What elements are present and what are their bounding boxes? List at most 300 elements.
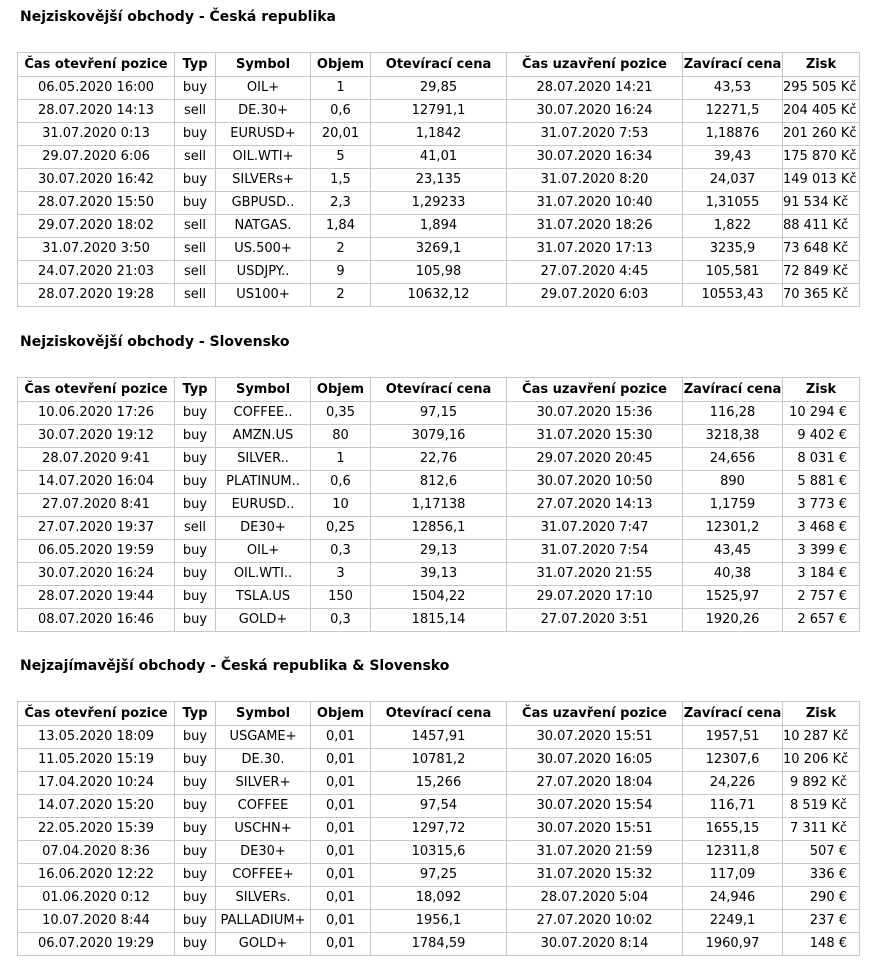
cell-open-price: 3079,16 [371,425,507,448]
table-row [18,261,860,284]
cell-open-time: 28.07.2020 19:44 [18,586,175,609]
cell-type: buy [175,586,216,609]
cell-symbol: USDJPY.. [216,261,311,284]
table-row [18,910,860,933]
cell-close-price: 1,1759 [683,494,783,517]
cell-type: buy [175,795,216,818]
cell-close-price: 1,822 [683,215,783,238]
cell-type: sell [175,284,216,307]
cell-close-time: 31.07.2020 10:40 [507,192,683,215]
cell-volume: 1 [311,448,371,471]
column-header-profit: Zisk [783,378,860,402]
cell-volume: 0,01 [311,887,371,910]
cell-open-time: 10.06.2020 17:26 [18,402,175,425]
cell-type: buy [175,563,216,586]
cell-open-time: 27.07.2020 8:41 [18,494,175,517]
cell-type: buy [175,749,216,772]
cell-close-price: 12311,8 [683,841,783,864]
table-row [18,609,860,632]
cell-open-time: 06.05.2020 19:59 [18,540,175,563]
column-header-symbol: Symbol [216,702,311,726]
cell-open-price: 105,98 [371,261,507,284]
cell-type: buy [175,609,216,632]
cell-symbol: USCHN+ [216,818,311,841]
cell-symbol: SILVER+ [216,772,311,795]
cell-close-time: 31.07.2020 7:47 [507,517,683,540]
cell-open-time: 31.07.2020 0:13 [18,123,175,146]
cell-type: buy [175,933,216,956]
cell-type: buy [175,77,216,100]
cell-close-price: 1960,97 [683,933,783,956]
cell-volume: 0,01 [311,841,371,864]
cell-profit: 290 € [783,887,860,910]
cell-close-time: 30.07.2020 16:34 [507,146,683,169]
cell-close-price: 116,71 [683,795,783,818]
cell-close-price: 1,18876 [683,123,783,146]
cell-open-time: 01.06.2020 0:12 [18,887,175,910]
cell-volume: 150 [311,586,371,609]
cell-symbol: DE30+ [216,517,311,540]
cell-volume: 9 [311,261,371,284]
section-title: Nejzajímavější obchody - Česká republika & Slovensko [20,658,450,674]
cell-close-time: 27.07.2020 18:04 [507,772,683,795]
table-row [18,818,860,841]
cell-open-price: 1504,22 [371,586,507,609]
cell-profit: 9 402 € [783,425,860,448]
cell-symbol: OIL.WTI.. [216,563,311,586]
cell-close-price: 40,38 [683,563,783,586]
cell-volume: 2 [311,284,371,307]
cell-type: buy [175,772,216,795]
cell-symbol: USGAME+ [216,726,311,749]
trades-table [17,377,860,632]
cell-open-price: 29,13 [371,540,507,563]
table-row [18,517,860,540]
cell-open-time: 07.04.2020 8:36 [18,841,175,864]
cell-close-time: 31.07.2020 7:53 [507,123,683,146]
cell-profit: 3 773 € [783,494,860,517]
cell-profit: 2 757 € [783,586,860,609]
cell-profit: 295 505 Kč [783,77,860,100]
cell-type: sell [175,261,216,284]
table-header-row [18,378,860,402]
table-row [18,586,860,609]
cell-profit: 201 260 Kč [783,123,860,146]
cell-open-time: 29.07.2020 18:02 [18,215,175,238]
cell-open-time: 28.07.2020 14:13 [18,100,175,123]
cell-open-price: 1815,14 [371,609,507,632]
cell-close-time: 31.07.2020 7:54 [507,540,683,563]
cell-symbol: AMZN.US [216,425,311,448]
cell-close-price: 117,09 [683,864,783,887]
column-header-type: Typ [175,53,216,77]
cell-type: buy [175,425,216,448]
cell-symbol: COFFEE [216,795,311,818]
cell-symbol: OIL.WTI+ [216,146,311,169]
cell-open-time: 22.05.2020 15:39 [18,818,175,841]
cell-type: buy [175,887,216,910]
cell-type: buy [175,448,216,471]
table-row [18,887,860,910]
table-row [18,169,860,192]
cell-open-price: 1,894 [371,215,507,238]
cell-open-price: 1,1842 [371,123,507,146]
cell-profit: 148 € [783,933,860,956]
table-row [18,772,860,795]
column-header-close-price: Zavírací cena [683,702,783,726]
cell-symbol: OIL+ [216,540,311,563]
cell-open-price: 15,266 [371,772,507,795]
cell-type: buy [175,402,216,425]
cell-open-price: 97,25 [371,864,507,887]
cell-volume: 0,01 [311,726,371,749]
cell-open-price: 3269,1 [371,238,507,261]
cell-volume: 1,84 [311,215,371,238]
cell-type: buy [175,494,216,517]
cell-symbol: COFFEE+ [216,864,311,887]
column-header-open-price: Otevírací cena [371,378,507,402]
cell-profit: 204 405 Kč [783,100,860,123]
cell-open-price: 39,13 [371,563,507,586]
table-row [18,841,860,864]
cell-symbol: NATGAS. [216,215,311,238]
cell-open-time: 27.07.2020 19:37 [18,517,175,540]
cell-profit: 70 365 Kč [783,284,860,307]
cell-symbol: EURUSD+ [216,123,311,146]
cell-volume: 1,5 [311,169,371,192]
column-header-open-time: Čas otevření pozice [18,378,175,402]
column-header-open-price: Otevírací cena [371,53,507,77]
cell-symbol: US100+ [216,284,311,307]
cell-type: buy [175,864,216,887]
cell-volume: 2,3 [311,192,371,215]
cell-close-time: 31.07.2020 21:55 [507,563,683,586]
table-header-row [18,53,860,77]
cell-profit: 336 € [783,864,860,887]
cell-close-price: 1,31055 [683,192,783,215]
table-row [18,192,860,215]
cell-open-time: 30.07.2020 19:12 [18,425,175,448]
cell-symbol: COFFEE.. [216,402,311,425]
column-header-volume: Objem [311,702,371,726]
cell-type: buy [175,540,216,563]
cell-open-price: 10781,2 [371,749,507,772]
cell-close-price: 24,946 [683,887,783,910]
cell-symbol: SILVERs+ [216,169,311,192]
cell-profit: 5 881 € [783,471,860,494]
cell-open-price: 1,17138 [371,494,507,517]
cell-symbol: US.500+ [216,238,311,261]
cell-close-time: 30.07.2020 16:05 [507,749,683,772]
column-header-symbol: Symbol [216,53,311,77]
cell-profit: 237 € [783,910,860,933]
cell-type: buy [175,192,216,215]
cell-profit: 3 399 € [783,540,860,563]
cell-open-time: 06.07.2020 19:29 [18,933,175,956]
cell-open-price: 812,6 [371,471,507,494]
column-header-profit: Zisk [783,53,860,77]
column-header-open-time: Čas otevření pozice [18,702,175,726]
cell-close-time: 27.07.2020 4:45 [507,261,683,284]
cell-close-time: 28.07.2020 14:21 [507,77,683,100]
trades-table [17,52,860,307]
cell-close-time: 31.07.2020 17:13 [507,238,683,261]
cell-close-price: 1957,51 [683,726,783,749]
cell-open-price: 1956,1 [371,910,507,933]
cell-close-time: 30.07.2020 15:51 [507,818,683,841]
cell-open-time: 08.07.2020 16:46 [18,609,175,632]
cell-type: sell [175,100,216,123]
cell-symbol: PALLADIUM+ [216,910,311,933]
cell-close-price: 12307,6 [683,749,783,772]
cell-profit: 91 534 Kč [783,192,860,215]
cell-volume: 20,01 [311,123,371,146]
cell-close-price: 24,037 [683,169,783,192]
table-row [18,795,860,818]
cell-symbol: TSLA.US [216,586,311,609]
cell-close-time: 31.07.2020 21:59 [507,841,683,864]
cell-volume: 5 [311,146,371,169]
cell-open-time: 10.07.2020 8:44 [18,910,175,933]
cell-open-time: 17.04.2020 10:24 [18,772,175,795]
cell-open-price: 1784,59 [371,933,507,956]
cell-symbol: OIL+ [216,77,311,100]
cell-type: buy [175,818,216,841]
cell-profit: 149 013 Kč [783,169,860,192]
cell-symbol: EURUSD.. [216,494,311,517]
cell-profit: 8 031 € [783,448,860,471]
cell-type: sell [175,146,216,169]
cell-close-time: 31.07.2020 15:32 [507,864,683,887]
cell-volume: 0,01 [311,933,371,956]
cell-open-price: 1,29233 [371,192,507,215]
cell-type: sell [175,238,216,261]
cell-open-price: 12856,1 [371,517,507,540]
cell-open-time: 30.07.2020 16:42 [18,169,175,192]
column-header-symbol: Symbol [216,378,311,402]
cell-open-time: 30.07.2020 16:24 [18,563,175,586]
cell-symbol: DE.30. [216,749,311,772]
cell-close-price: 43,45 [683,540,783,563]
column-header-type: Typ [175,702,216,726]
cell-symbol: GOLD+ [216,609,311,632]
cell-type: buy [175,169,216,192]
cell-open-time: 14.07.2020 15:20 [18,795,175,818]
cell-type: sell [175,517,216,540]
cell-profit: 88 411 Kč [783,215,860,238]
cell-open-time: 28.07.2020 19:28 [18,284,175,307]
column-header-close-price: Zavírací cena [683,378,783,402]
table-row [18,448,860,471]
cell-open-price: 29,85 [371,77,507,100]
cell-volume: 2 [311,238,371,261]
cell-close-time: 30.07.2020 15:36 [507,402,683,425]
cell-type: buy [175,910,216,933]
cell-volume: 0,3 [311,609,371,632]
table-row [18,402,860,425]
cell-close-price: 1525,97 [683,586,783,609]
cell-close-time: 30.07.2020 15:51 [507,726,683,749]
cell-open-time: 14.07.2020 16:04 [18,471,175,494]
cell-profit: 10 287 Kč [783,726,860,749]
table-row [18,77,860,100]
cell-close-time: 30.07.2020 8:14 [507,933,683,956]
column-header-close-price: Zavírací cena [683,53,783,77]
cell-open-price: 10632,12 [371,284,507,307]
cell-open-time: 31.07.2020 3:50 [18,238,175,261]
cell-close-price: 12301,2 [683,517,783,540]
cell-close-time: 28.07.2020 5:04 [507,887,683,910]
column-header-profit: Zisk [783,702,860,726]
cell-volume: 80 [311,425,371,448]
section-title: Nejziskovější obchody - Slovensko [20,334,290,350]
cell-open-price: 97,15 [371,402,507,425]
cell-open-time: 28.07.2020 15:50 [18,192,175,215]
cell-close-time: 31.07.2020 18:26 [507,215,683,238]
cell-profit: 3 184 € [783,563,860,586]
table-header-row [18,702,860,726]
table-row [18,933,860,956]
cell-profit: 175 870 Kč [783,146,860,169]
cell-volume: 1 [311,77,371,100]
cell-open-price: 22,76 [371,448,507,471]
cell-open-time: 06.05.2020 16:00 [18,77,175,100]
cell-open-price: 41,01 [371,146,507,169]
cell-close-price: 24,226 [683,772,783,795]
cell-close-price: 43,53 [683,77,783,100]
cell-symbol: GBPUSD.. [216,192,311,215]
column-header-close-time: Čas uzavření pozice [507,378,683,402]
cell-profit: 9 892 Kč [783,772,860,795]
cell-open-price: 1297,72 [371,818,507,841]
table-row [18,123,860,146]
cell-symbol: PLATINUM.. [216,471,311,494]
cell-volume: 0,25 [311,517,371,540]
table-row [18,215,860,238]
table-row [18,563,860,586]
cell-symbol: DE.30+ [216,100,311,123]
cell-close-price: 39,43 [683,146,783,169]
cell-volume: 0,35 [311,402,371,425]
table-row [18,425,860,448]
cell-volume: 0,6 [311,471,371,494]
column-header-volume: Objem [311,53,371,77]
cell-symbol: SILVERs. [216,887,311,910]
cell-close-price: 1920,26 [683,609,783,632]
cell-open-price: 10315,6 [371,841,507,864]
cell-type: buy [175,726,216,749]
cell-open-time: 29.07.2020 6:06 [18,146,175,169]
cell-close-time: 30.07.2020 10:50 [507,471,683,494]
cell-open-price: 12791,1 [371,100,507,123]
cell-close-price: 3235,9 [683,238,783,261]
cell-volume: 0,6 [311,100,371,123]
cell-open-price: 18,092 [371,887,507,910]
cell-open-price: 1457,91 [371,726,507,749]
cell-close-price: 890 [683,471,783,494]
cell-open-time: 28.07.2020 9:41 [18,448,175,471]
table-row [18,749,860,772]
cell-close-time: 27.07.2020 3:51 [507,609,683,632]
cell-type: buy [175,123,216,146]
cell-profit: 10 294 € [783,402,860,425]
cell-open-time: 16.06.2020 12:22 [18,864,175,887]
cell-close-price: 12271,5 [683,100,783,123]
cell-close-price: 116,28 [683,402,783,425]
table-row [18,471,860,494]
column-header-volume: Objem [311,378,371,402]
cell-profit: 73 648 Kč [783,238,860,261]
cell-profit: 7 311 Kč [783,818,860,841]
cell-profit: 72 849 Kč [783,261,860,284]
column-header-type: Typ [175,378,216,402]
cell-profit: 10 206 Kč [783,749,860,772]
cell-close-price: 105,581 [683,261,783,284]
cell-open-time: 24.07.2020 21:03 [18,261,175,284]
cell-close-price: 24,656 [683,448,783,471]
table-row [18,238,860,261]
cell-close-price: 1655,15 [683,818,783,841]
cell-volume: 0,01 [311,818,371,841]
cell-close-time: 30.07.2020 15:54 [507,795,683,818]
section-title: Nejziskovější obchody - Česká republika [20,9,336,25]
cell-close-price: 2249,1 [683,910,783,933]
cell-close-time: 31.07.2020 15:30 [507,425,683,448]
cell-open-time: 11.05.2020 15:19 [18,749,175,772]
cell-volume: 0,01 [311,864,371,887]
table-row [18,726,860,749]
cell-profit: 2 657 € [783,609,860,632]
cell-volume: 10 [311,494,371,517]
cell-volume: 0,01 [311,910,371,933]
cell-volume: 0,01 [311,795,371,818]
table-row [18,540,860,563]
cell-symbol: SILVER.. [216,448,311,471]
cell-open-price: 97,54 [371,795,507,818]
table-row [18,100,860,123]
column-header-open-price: Otevírací cena [371,702,507,726]
cell-profit: 8 519 Kč [783,795,860,818]
cell-close-time: 29.07.2020 20:45 [507,448,683,471]
cell-close-price: 10553,43 [683,284,783,307]
cell-close-time: 30.07.2020 16:24 [507,100,683,123]
cell-close-time: 29.07.2020 17:10 [507,586,683,609]
cell-close-time: 27.07.2020 14:13 [507,494,683,517]
cell-close-price: 3218,38 [683,425,783,448]
table-row [18,146,860,169]
cell-volume: 3 [311,563,371,586]
column-header-close-time: Čas uzavření pozice [507,702,683,726]
cell-close-time: 29.07.2020 6:03 [507,284,683,307]
table-row [18,494,860,517]
cell-type: buy [175,471,216,494]
cell-profit: 507 € [783,841,860,864]
column-header-close-time: Čas uzavření pozice [507,53,683,77]
cell-volume: 0,01 [311,772,371,795]
cell-close-time: 31.07.2020 8:20 [507,169,683,192]
cell-open-price: 23,135 [371,169,507,192]
cell-close-time: 27.07.2020 10:02 [507,910,683,933]
table-row [18,864,860,887]
cell-symbol: DE30+ [216,841,311,864]
cell-type: buy [175,841,216,864]
cell-open-time: 13.05.2020 18:09 [18,726,175,749]
cell-symbol: GOLD+ [216,933,311,956]
cell-volume: 0,01 [311,749,371,772]
column-header-open-time: Čas otevření pozice [18,53,175,77]
cell-volume: 0,3 [311,540,371,563]
cell-type: sell [175,215,216,238]
